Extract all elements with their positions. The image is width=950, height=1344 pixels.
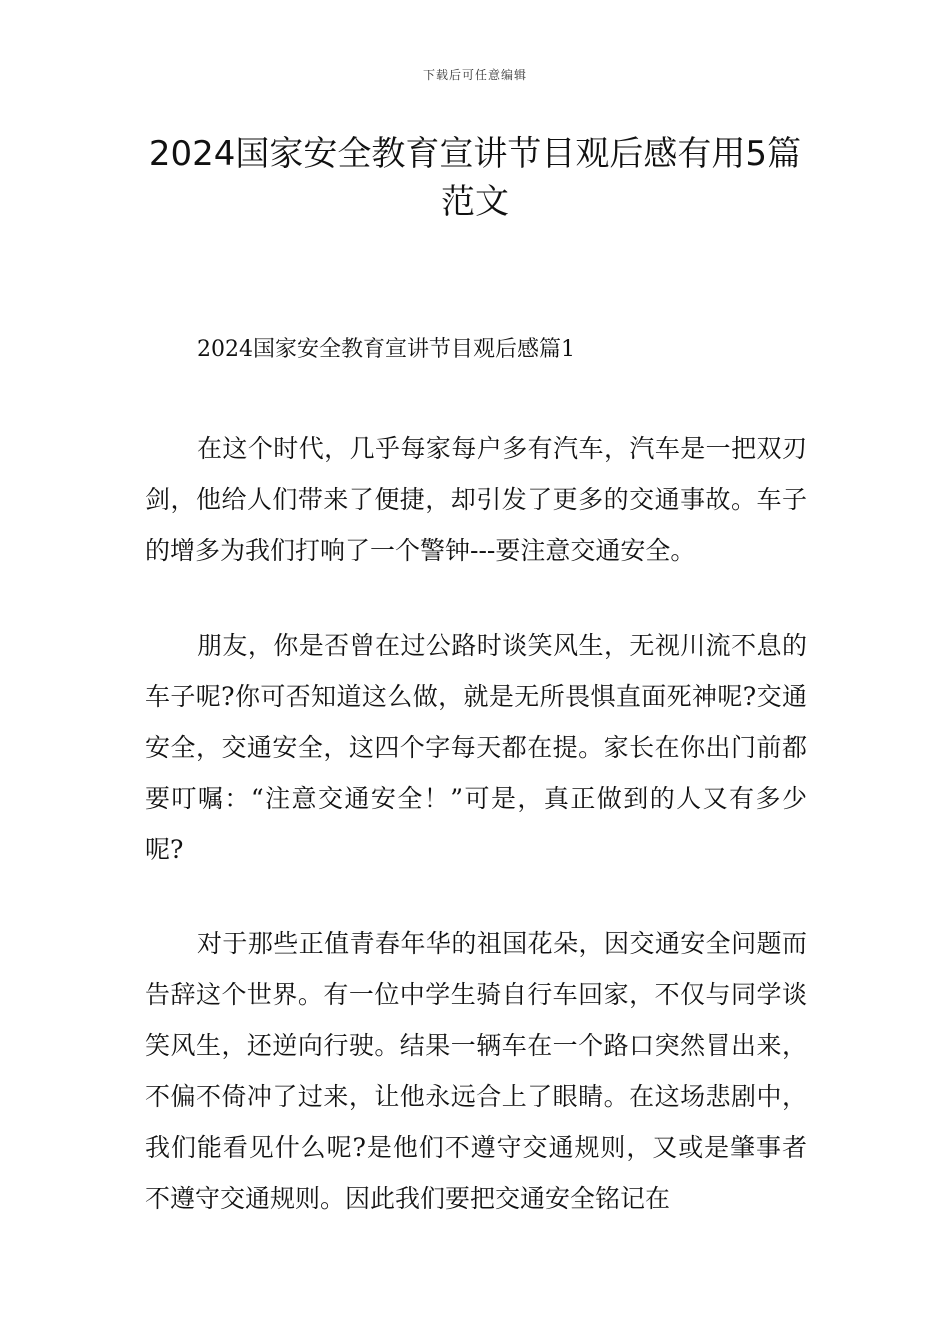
document-title: 2024国家安全教育宣讲节目观后感有用5篇范文: [148, 134, 802, 222]
section-heading: 2024国家安全教育宣讲节目观后感篇1: [197, 337, 575, 362]
paragraph-1: 在这个时代，几乎每家每户多有汽车，汽车是一把双刃剑，他给人们带来了便捷，却引发了更多的交通事故。车子的增多为我们打响了一个警钟---要注意交通安全。: [145, 434, 807, 565]
paragraph-2: 朋友，你是否曾在过公路时谈笑风生，无视川流不息的车子呢?你可否知道这么做，就是无所畏惧直面死神呢?交通安全，交通安全，这四个字每天都在提。家长在你出门前都要叮嘱：“注意交通安全！”可是，真正做到的人又有多少呢?: [145, 631, 807, 864]
paragraph-3: 对于那些正值青春年华的祖国花朵，因交通安全问题而告辞这个世界。有一位中学生骑自行车回家，不仅与同学谈笑风生，还逆向行驶。结果一辆车在一个路口突然冒出来，不偏不倚冲了过来，让他永远合上了眼睛。在这场悲剧中，我们能看见什么呢?是他们不遵守交通规则，又或是肇事者不遵守交通规则。因此我们要把交通安全铭记在: [145, 929, 807, 1213]
header-note: 下载后可任意编辑: [422, 68, 527, 82]
